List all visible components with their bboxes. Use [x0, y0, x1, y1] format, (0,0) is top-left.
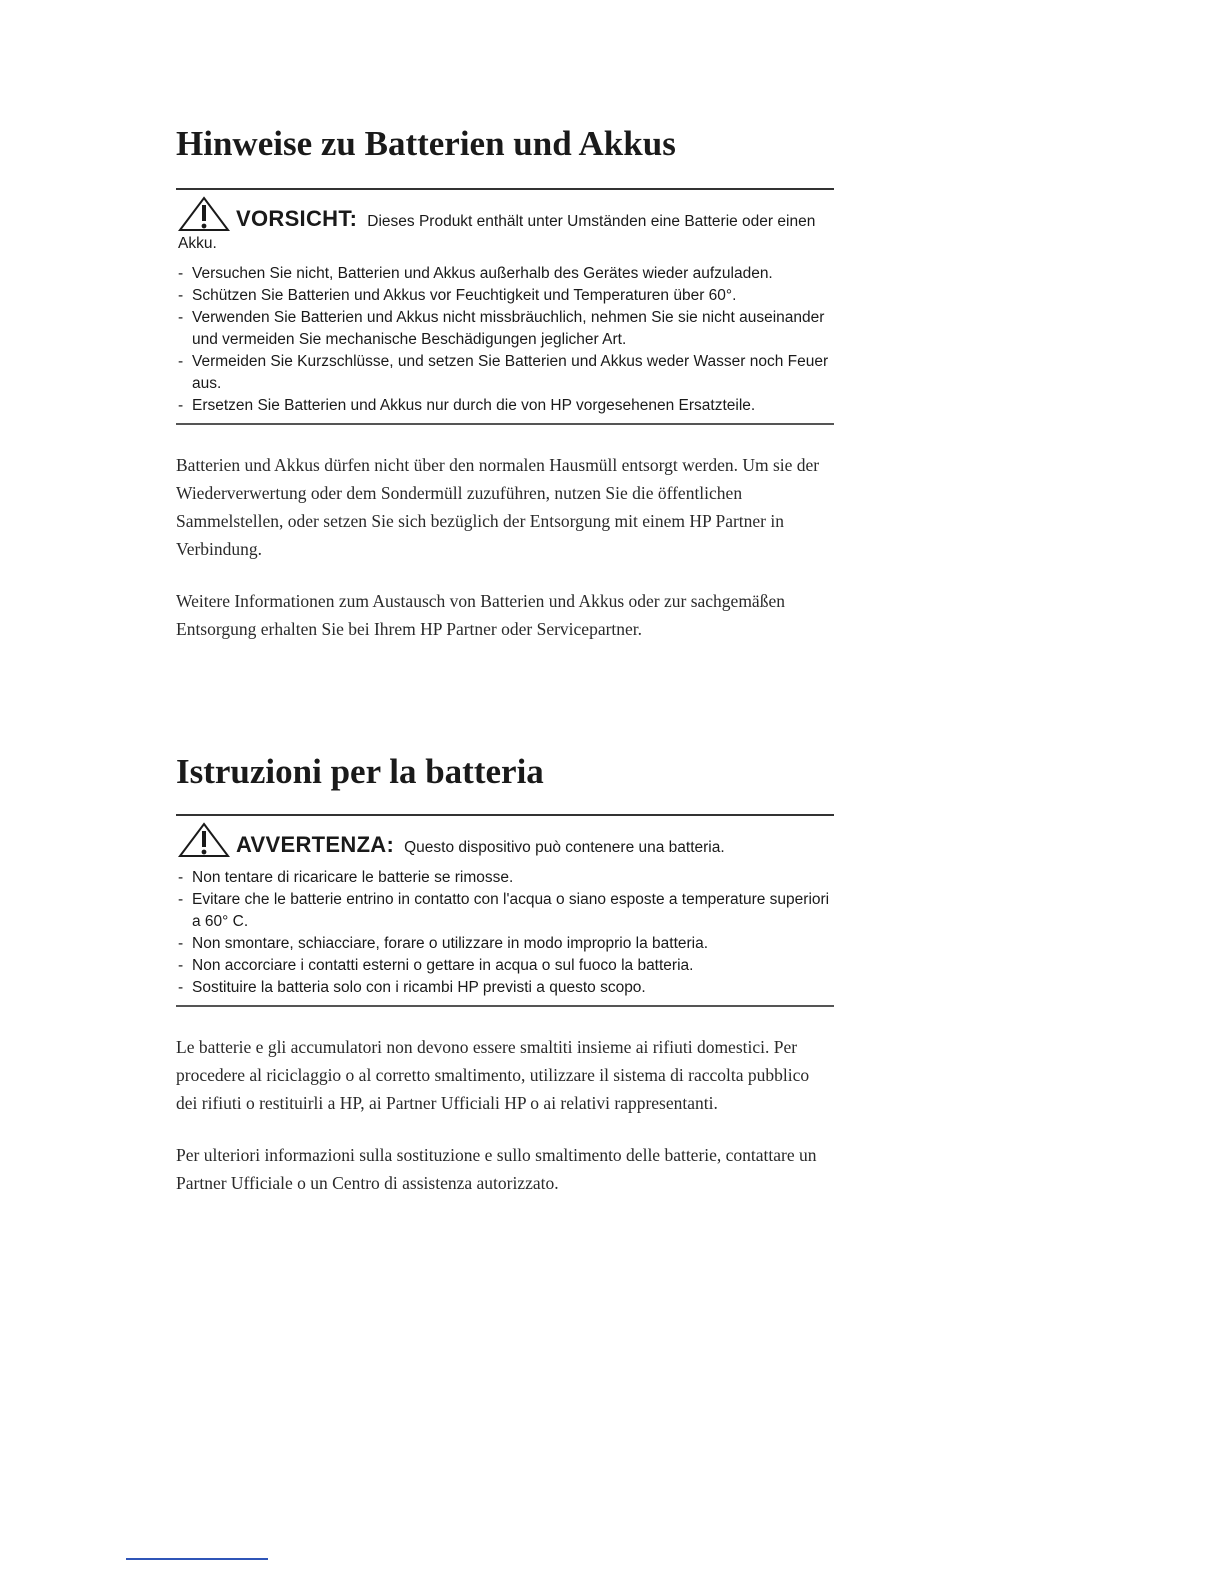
list-item: - Schützen Sie Batterien und Akkus vor Feuchtigkeit und Temperaturen über 60°. [178, 287, 737, 304]
warning-label: VORSICHT: [236, 206, 358, 231]
list-item: - Versuchen Sie nicht, Batterien und Akkus außerhalb des Gerätes wieder aufzuladen. [178, 265, 773, 282]
warning-label: AVVERTENZA: [236, 832, 395, 857]
list-item: - Sostituire la batteria solo con i ricambi HP previsti a questo scopo. [178, 979, 646, 996]
warning-text: Dieses Produkt enthält unter Umständen eine Batterie oder einen Akku. [178, 213, 816, 252]
body-paragraph: Per ulteriori informazioni sulla sostituzione e sullo smaltimento delle batterie, contattare un Partner Ufficiale o un Centro di assistenza autorizzato. [176, 1145, 817, 1193]
warning-box [176, 814, 834, 1007]
warning-triangle-icon [178, 822, 230, 858]
section-german [176, 124, 834, 643]
list-item: - Non smontare, schiacciare, forare o utilizzare in modo improprio la batteria. [178, 935, 709, 952]
section-italian [176, 752, 834, 1197]
footer-rule [126, 1558, 268, 1560]
warning-header [176, 822, 834, 859]
section-title: Hinweise zu Batterien und Akkus [176, 124, 676, 163]
warning-list [176, 867, 834, 999]
list-item: - Non tentare di ricaricare le batterie se rimosse. [178, 869, 514, 886]
warning-triangle-icon [178, 196, 230, 232]
list-item: - Ersetzen Sie Batterien und Akkus nur durch die von HP vorgesehenen Ersatzteile. [178, 397, 756, 414]
body-paragraph: Le batterie e gli accumulatori non devono essere smaltiti insieme ai rifiuti domestici. Per procedere al riciclaggio o al corretto smaltimento, utilizzare il sistema di raccolta pubblico dei rifiuti o restituirli a HP, ai Partner Ufficiali HP o ai relativi rappresentanti. [176, 1037, 810, 1113]
list-item: - Verwenden Sie Batterien und Akkus nicht missbräuchlich, nehmen Sie sie nicht auseinander und vermeiden Sie mechanische Beschädigungen jeglicher Art. [178, 309, 825, 348]
list-item: - Non accorciare i contatti esterni o gettare in acqua o sul fuoco la batteria. [178, 957, 694, 974]
warning-box [176, 188, 834, 425]
warning-list [176, 263, 834, 417]
list-item: - Vermeiden Sie Kurzschlüsse, und setzen Sie Batterien und Akkus weder Wasser noch Feuer aus. [178, 353, 829, 392]
body-paragraph: Batterien und Akkus dürfen nicht über den normalen Hausmüll entsorgt werden. Um sie der Wiederverwertung oder dem Sondermüll zuzuführen, nutzen Sie die öffentlichen Sammelstellen, oder setzen Sie sich bezüglich der Entsorgung mit einem HP Partner in Verbindung. [176, 455, 820, 559]
list-item: - Evitare che le batterie entrino in contatto con l'acqua o siano esposte a temperature superiori a 60° C. [178, 891, 830, 930]
warning-text: Questo dispositivo può contenere una batteria. [404, 839, 725, 856]
section-title: Istruzioni per la batteria [176, 752, 544, 791]
body-paragraph: Weitere Informationen zum Austausch von Batterien und Akkus oder zur sachgemäßen Entsorgung erhalten Sie bei Ihrem HP Partner oder Servicepartner. [176, 591, 785, 639]
warning-header [176, 196, 834, 255]
